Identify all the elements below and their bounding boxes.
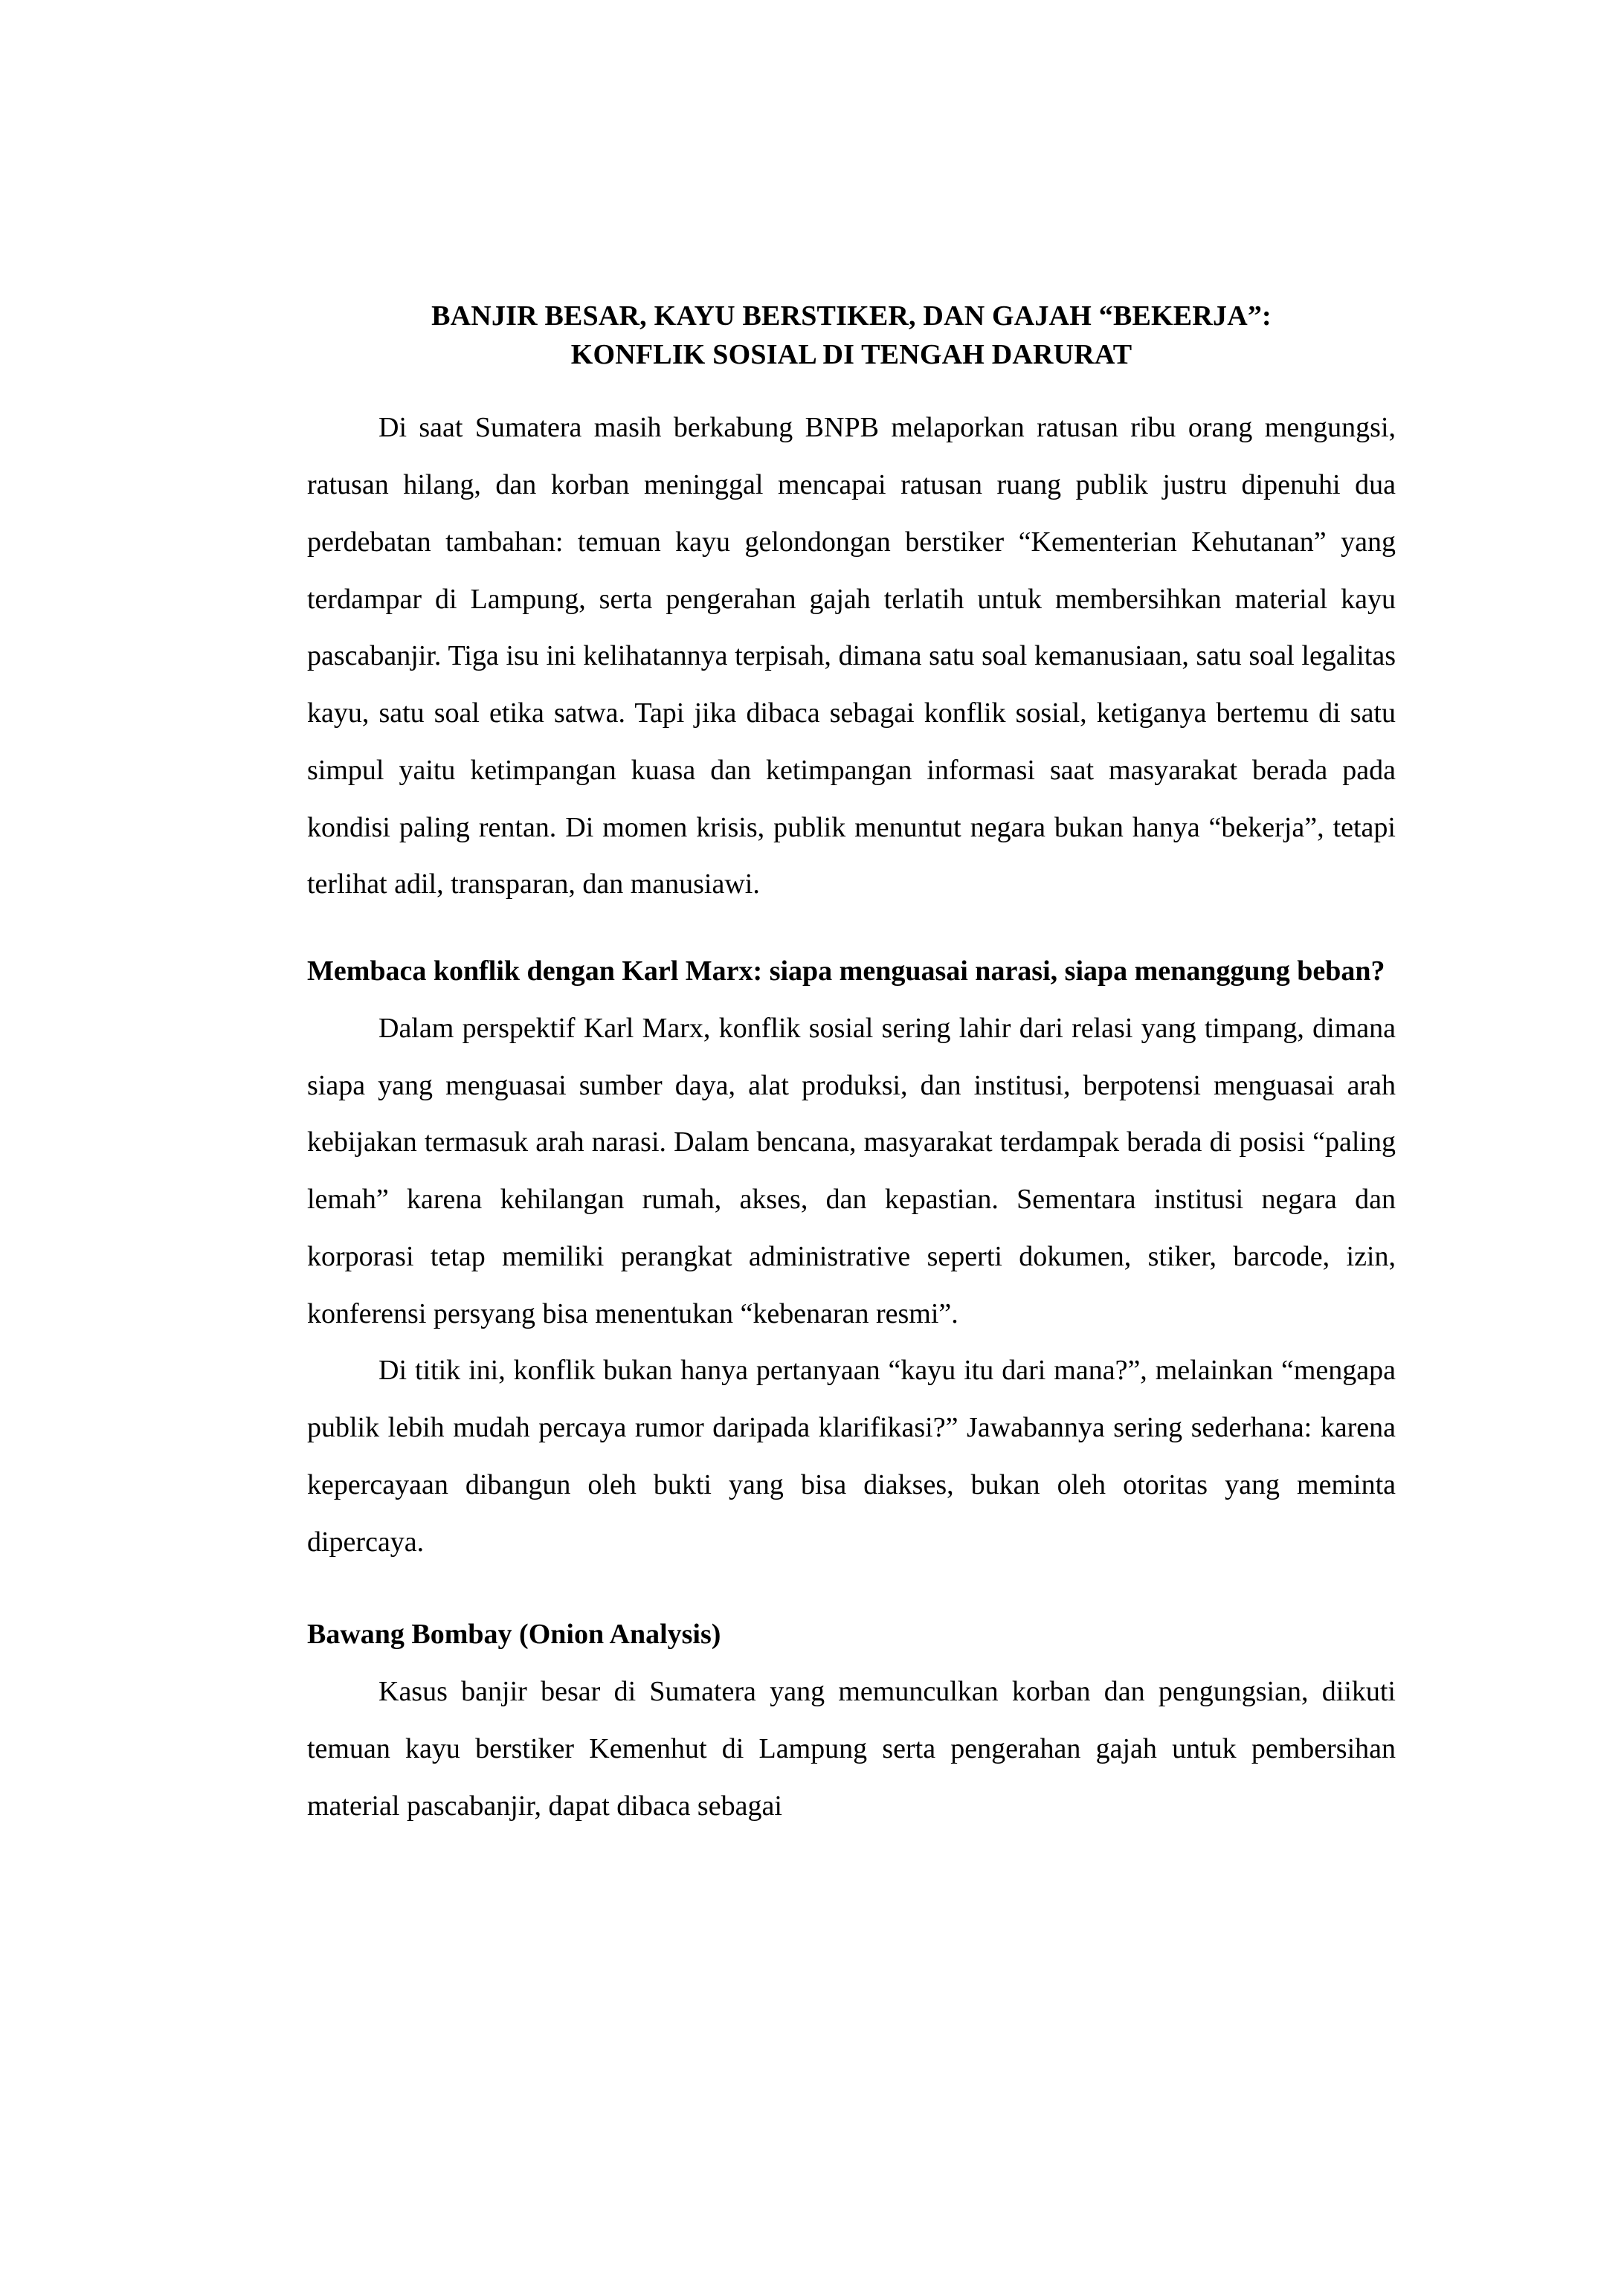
paragraph-intro: Di saat Sumatera masih berkabung BNPB melaporkan ratusan ribu orang mengungsi, ratusan hilang, dan korban meninggal mencapai ratusan ruang publik justru dipenuhi dua perdebatan tambahan: temuan kayu gelondongan berstiker “Kementerian Kehutanan” yang terdampar di Lampung, serta pengerahan gajah terlatih untuk membersihkan material kayu pascabanjir. Tiga isu ini kelihatannya terpisah, dimana satu soal kemanusiaan, satu soal legalitas kayu, satu soal etika satwa. Tapi jika dibaca sebagai konflik sosial, ketiganya bertemu di satu simpul yaitu ketimpangan kuasa dan ketimpangan informasi saat masyarakat berada pada kondisi paling rentan. Di momen krisis, publik menuntut negara bukan hanya “bekerja”, tetapi terlihat adil, transparan, dan manusiawi. [307,412,1396,900]
document-title-block [307,0,1396,374]
heading-onion-analysis: Bawang Bombay (Onion Analysis) [307,1619,721,1651]
title-line-2: KONFLIK SOSIAL DI TENGAH DARURAT [570,338,1132,370]
paragraph-onion-body: Kasus banjir besar di Sumatera yang memunculkan korban dan pengungsian, diikuti temuan kayu berstiker Kemenhut di Lampung serta pengerahan gajah untuk pembersihan material pascabanjir, dapat dibaca sebagai [307,1676,1396,1822]
title-line-1: BANJIR BESAR, KAYU BERSTIKER, DAN GAJAH “BEKERJA”: [431,300,1272,332]
heading-marx: Membaca konflik dengan Karl Marx: siapa menguasai narasi, siapa menanggung beban? [307,955,1385,987]
document-text-column [307,0,1396,1834]
paragraph-marx-body: Dalam perspektif Karl Marx, konflik sosial sering lahir dari relasi yang timpang, dimana siapa yang menguasai sumber daya, alat produksi, dan institusi, berpotensi menguasai arah kebijakan termasuk arah narasi. Dalam bencana, masyarakat terdampak berada di posisi “paling lemah” karena kehilangan rumah, akses, dan kepastian. Sementara institusi negara dan korporasi tetap memiliki perangkat administrative seperti dokumen, stiker, barcode, izin, konferensi persyang bisa menentukan “kebenaran resmi”. [307,1012,1396,1329]
page-title [307,297,1396,374]
paragraph-titik-ini: Di titik ini, konflik bukan hanya pertanyaan “kayu itu dari mana?”, melainkan “mengapa publik lebih mudah percaya rumor daripada klarifikasi?” Jawabannya sering sederhana: karena kepercayaan dibangun oleh bukti yang bisa diakses, bukan oleh otoritas yang meminta dipercaya. [307,1355,1396,1558]
